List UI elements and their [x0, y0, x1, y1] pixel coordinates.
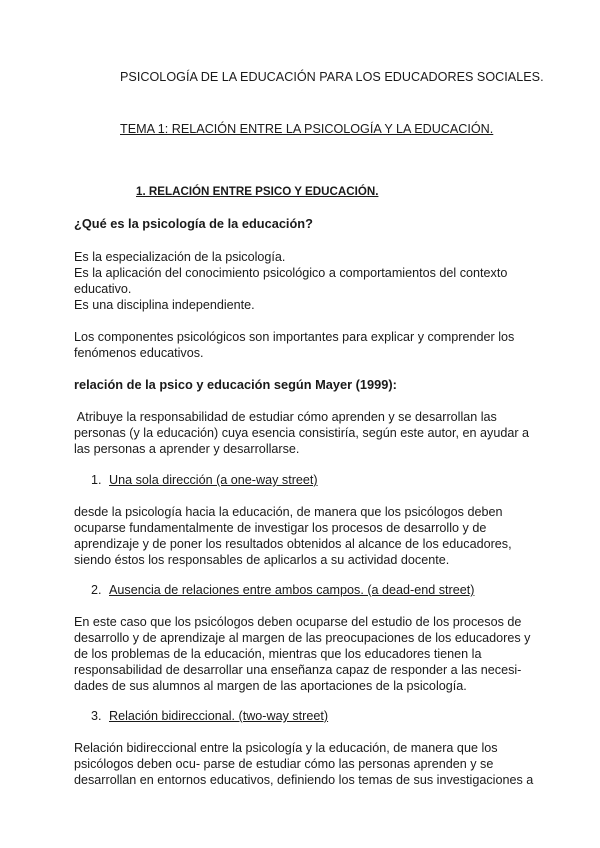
paragraph-line: desarrollo y de aprendizaje al margen de las preocupaciones de los educadores y: [74, 631, 531, 645]
document-subtitle: TEMA 1: RELACIÓN ENTRE LA PSICOLOGÍA Y LA EDUCACIÓN.: [120, 122, 494, 136]
document-title: PSICOLOGÍA DE LA EDUCACIÓN PARA LOS EDUCADORES SOCIALES.: [120, 70, 544, 84]
paragraph-line: fenómenos educativos.: [74, 346, 204, 360]
paragraph-line: personas (y la educación) cuya esencia consistiría, según este autor, en ayudar a: [74, 426, 530, 440]
paragraph-line: de los problemas de la educación, mientras que los educadores tienen la: [74, 647, 482, 661]
list-item-two-way: [91, 708, 328, 724]
paragraph-line: siendo éstos los responsables de aplicarlos a su actividad docente.: [74, 553, 450, 567]
question-heading: ¿Qué es la psicología de la educación?: [74, 216, 313, 231]
mayer-heading: relación de la psico y educación según Mayer (1999):: [74, 377, 397, 392]
paragraph-line: Los componentes psicológicos son importantes para explicar y comprender los: [74, 330, 515, 344]
paragraph-line: desarrollan en entornos educativos, definiendo los temas de sus investigaciones a: [74, 773, 534, 787]
list-number: 1.: [91, 473, 102, 487]
paragraph-line: En este caso que los psicólogos deben ocuparse del estudio de los procesos de: [74, 615, 522, 629]
paragraph-line: las personas a aprender y desarrollarse.: [74, 442, 300, 456]
paragraph-line: desde la psicología hacia la educación, de manera que los psicólogos deben: [74, 505, 503, 519]
paragraph-line: ocuparse fundamentalmente de investigar los procesos de desarrollo y de: [74, 521, 487, 535]
paragraph-line: psicólogos deben ocu- parse de estudiar cómo las personas aprenden y se: [74, 757, 494, 771]
section-heading: 1. RELACIÓN ENTRE PSICO Y EDUCACIÓN.: [136, 185, 379, 198]
list-number: 2.: [91, 583, 102, 597]
paragraph-line: Es la aplicación del conocimiento psicológico a comportamientos del contexto: [74, 266, 508, 280]
paragraph-line: dades de sus alumnos al margen de las aportaciones de la psicología.: [74, 679, 467, 693]
paragraph-line: Relación bidireccional entre la psicología y la educación, de manera que los: [74, 741, 498, 755]
paragraph-line: Es la especialización de la psicología.: [74, 250, 286, 264]
list-item-dead-end: [91, 582, 474, 598]
paragraph-line: Es una disciplina independiente.: [74, 298, 255, 312]
list-item-one-way: [91, 472, 318, 488]
list-label: Una sola dirección (a one-way street): [109, 473, 318, 487]
paragraph-line: educativo.: [74, 282, 132, 296]
list-label: Relación bidireccional. (two-way street): [109, 709, 329, 723]
paragraph-line: aprendizaje y de poner los resultados obtenidos al alcance de los educadores,: [74, 537, 512, 551]
paragraph-line: responsabilidad de desarrollar una enseñanza capaz de responder a las necesi-: [74, 663, 522, 677]
list-number: 3.: [91, 709, 102, 723]
list-label: Ausencia de relaciones entre ambos campos. (a dead-end street): [109, 583, 475, 597]
paragraph-line: Atribuye la responsabilidad de estudiar cómo aprenden y se desarrollan las: [74, 410, 497, 424]
